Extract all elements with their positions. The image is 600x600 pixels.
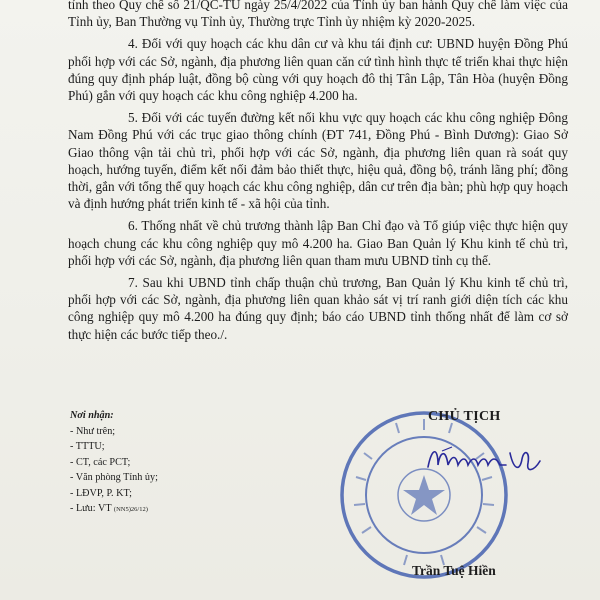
recipients-title: Nơi nhận: <box>70 410 114 421</box>
signature-block <box>330 405 570 595</box>
paragraph-item-4: 4. Đối với quy hoạch các khu dân cư và khu tái định cư: UBND huyện Đồng Phú phối hợp với các Sở, ngành, địa phương liên quan căn cứ tình hình thực tế triển khai thực hiện đúng quy định pháp luật, đồng bộ cùng với quy hoạch đô thị Tân Lập, Tân Hòa (huyện Đồng Phú) gắn với quy hoạch các khu công nghiệp 4.200 ha. <box>68 36 568 104</box>
paragraph-item-5: 5. Đối với các tuyến đường kết nối khu vực quy hoạch các khu công nghiệp Đông Nam Đồng Phú với các trục giao thông chính (ĐT 741, Đồng Phú - Bình Dương): Giao Sở Giao thông vận tải chủ trì, phối hợp với các Sở, ngành, địa phương liên quan rà soát quy hoạch, hướng tuyến, điểm kết nối đảm bảo thiết thực, hiệu quả, đồng bộ, tránh lãng phí; đồng thời, gắn với tổng thể quy hoạch các khu công nghiệp, dân cư trên địa bàn; phù hợp quy hoạch và định hướng phát triển kinh tế - xã hội của tỉnh. <box>68 110 568 212</box>
recipient-archive-label: - Lưu: VT <box>70 503 112 514</box>
recipient-item: - Văn phòng Tỉnh ủy; <box>70 472 158 483</box>
paragraph-item-7: 7. Sau khi UBND tỉnh chấp thuận chủ trương, Ban Quản lý Khu kinh tế chủ trì, phối hợp với các Sở, ngành, địa phương liên quan khảo sát vị trí ranh giới diện tích các khu công nghiệp quy mô 4.200 ha đúng quy định; báo cáo UBND tỉnh thống nhất để làm cơ sở thực hiện các bước tiếp theo./. <box>68 275 568 342</box>
handwritten-signature-icon <box>422 441 552 481</box>
recipient-item: - TTTU; <box>70 441 105 452</box>
paragraph-item-6: 6. Thống nhất về chủ trương thành lập Ban Chỉ đạo và Tổ giúp việc thực hiện quy hoạch chung các khu công nghiệp quy mô 4.200 ha. Giao Ban Quản lý Khu kinh tế chủ trì, phối hợp với các Sở, ngành, địa phương liên quan tham mưu UBND tỉnh cụ thể. <box>68 218 568 268</box>
official-seal-icon <box>334 405 514 585</box>
archive-code: (NN5) <box>113 506 131 513</box>
document-body <box>68 0 568 348</box>
archive-suffix: 26/12) <box>130 506 148 513</box>
recipient-item: - CT, các PCT; <box>70 456 131 468</box>
signer-name: Trần Tuệ Hiền <box>412 563 496 578</box>
signer-position: CHỦ TỊCH <box>428 409 501 424</box>
recipient-item: - Như trên; <box>70 425 116 437</box>
paragraph-intro: tỉnh theo Quy chế số 21/QC-TU ngày 25/4/2022 của Tỉnh ủy ban hành Quy chế làm việc của Tỉnh ủy, Ban Thường vụ Tỉnh ủy, Thường trực Tỉnh ủy nhiệm kỳ 2020-2025. <box>68 0 568 30</box>
recipients-list <box>70 408 300 518</box>
recipient-item: - LĐVP, P. KT; <box>70 487 132 499</box>
recipient-item-archive <box>70 501 300 518</box>
